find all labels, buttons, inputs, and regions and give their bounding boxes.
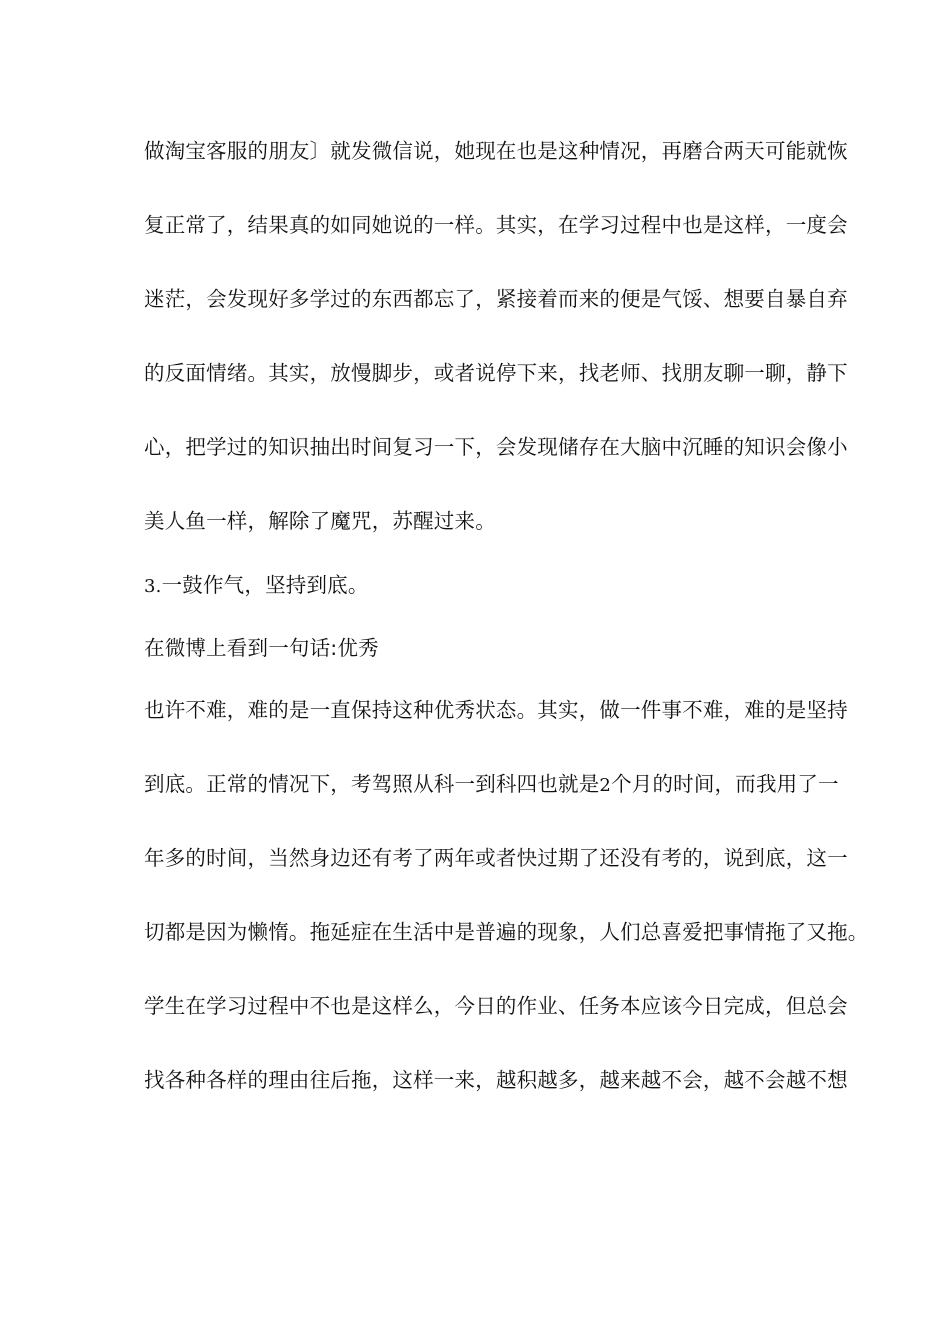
paragraph-line: 的反面情绪。其实，放慢脚步，或者说停下来，找老师、找朋友聊一聊，静下 <box>144 361 848 385</box>
paragraph-line: 也许不难，难的是一直保持这种优秀状态。其实，做一件事不难，难的是坚持 <box>144 698 848 722</box>
paragraph-line: 美人鱼一样，解除了魔咒，苏醒过来。 <box>144 509 496 533</box>
heading-number: 3. <box>144 576 162 597</box>
paragraph-line: 迷茫，会发现好多学过的东西都忘了，紧接着而来的便是气馁、想要自暴自弃 <box>144 287 848 311</box>
paragraph-line: 年多的时间，当然身边还有考了两年或者快过期了还没有考的，说到底，这一 <box>144 846 848 870</box>
line-text-after: 个月的时间，而我用了一 <box>611 772 839 796</box>
line-text-before: 到底。正常的情况下，考驾照从科一到科四也就是 <box>144 772 600 796</box>
paragraph-line: 切都是因为懒惰。拖延症在生活中是普遍的现象，人们总喜爱把事情拖了又拖。 <box>144 920 869 944</box>
paragraph-line: 学生在学习过程中不也是这样么，今日的作业、任务本应该今日完成，但总会 <box>144 994 848 1018</box>
paragraph-line: 复正常了，结果真的如同她说的一样。其实，在学习过程中也是这样，一度会 <box>144 213 848 237</box>
paragraph-line: 做淘宝客服的朋友〕就发微信说，她现在也是这种情况，再磨合两天可能就恢 <box>144 139 848 163</box>
months-number: 2 <box>599 775 612 796</box>
quote-intro: 在微博上看到一句话:优秀 <box>144 636 379 660</box>
paragraph-line: 心，把学过的知识抽出时间复习一下，会发现储存在大脑中沉睡的知识会像小 <box>144 435 848 459</box>
heading-text: 一鼓作气，坚持到底。 <box>161 573 369 597</box>
paragraph-line: 找各种各样的理由往后拖，这样一来，越积越多，越来越不会，越不会越不想 <box>144 1068 848 1092</box>
paragraph-line <box>144 771 839 799</box>
section-heading <box>144 572 814 600</box>
